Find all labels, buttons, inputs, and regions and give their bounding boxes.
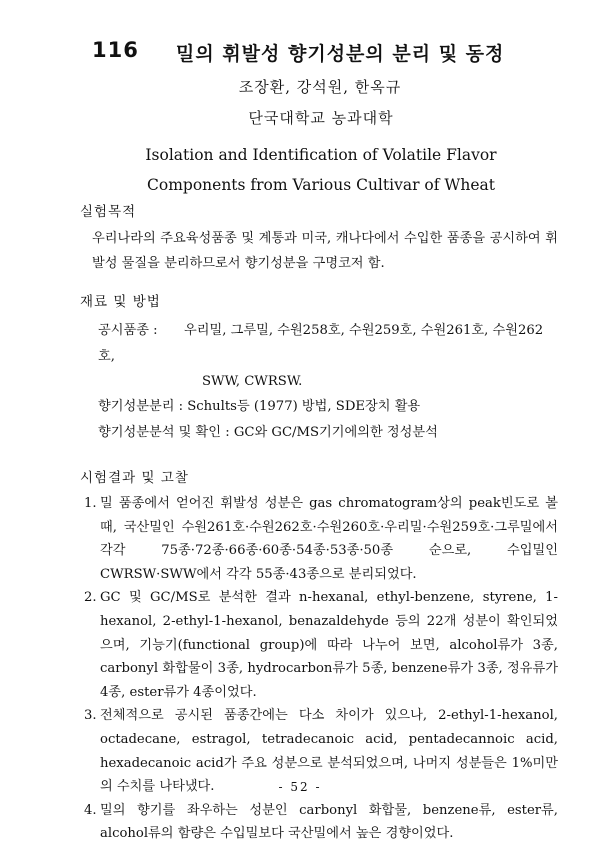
methods-section: [80, 290, 558, 446]
title-row: [0, 36, 600, 70]
result-item: 2. GC 및 GC/MS로 분석한 결과 n-hexanal, ethyl-benzene, styrene, 1-hexanol, 2-ethyl-1-hexanol, benazaldehyde 등의 22개 성분이 확인되었으며, 기능기(functional group)에 따라 나누어 보면, alcohol류가 3종, carbonyl 화합물이 3종, hydrocarbon류가 5종, benzene류가 3종, 정유류가 4종, ester류가 4종이었다.: [84, 590, 558, 700]
cultivars-label: 공시품종 :: [98, 323, 158, 338]
objective-heading: 실험목적: [80, 204, 137, 220]
analysis-method: 향기성분분석 및 확인 : GC와 GC/MS기기에의한 정성분석: [98, 425, 438, 440]
result-item: 3. 전체적으로 공시된 품종간에는 다소 차이가 있으나, 2-ethyl-1-hexanol, octadecane, estragol, tetradecanoic acid, pentadecannoic acid, hexadecanoic acid가 주요 성분으로 분석되었으며, 나머지 성분들은 1%미만의 수치를 나타냈다.: [84, 708, 558, 795]
objective-text: 우리나라의 주요육성품종 및 계통과 미국, 캐나다에서 수입한 품종을 공시하여 휘발성 물질을 분리하므로서 향기성분을 구명코저 함.: [92, 231, 558, 271]
paper-header: [0, 36, 600, 200]
cultivars-row: [80, 318, 558, 370]
paper-body: [80, 200, 558, 846]
affiliation: 단국대학교 농과대학: [248, 109, 394, 127]
result-item: 1. 밀 품종에서 얻어진 휘발성 성분은 gas chromatogram상의 peak빈도로 볼 때, 국산밀인 수원261호·수원262호·수원260호·우리밀·수원259호·그루밀에서 각각 75종·72종·66종·60종·54종·53종·50종 순으로, 수입밀인 CWRSW·SWW에서 각각 55종·43종으로 분리되었다.: [84, 496, 558, 582]
cultivars-line-1: 우리밀, 그루밀, 수원258호, 수원259호, 수원261호, 수원262호,: [98, 323, 544, 364]
results-heading: 시험결과 및 고찰: [80, 470, 189, 486]
english-title-line-2: Components from Various Cultivar of Wheat: [147, 176, 495, 194]
paper-title: 밀의 휘발성 향기성분의 분리 및 동정: [176, 43, 505, 65]
page-number: - 52 -: [278, 780, 322, 794]
result-item: 4. 밀의 향기를 좌우하는 성분인 carbonyl 화합물, benzene류, ester류, alcohol류의 함량은 수입밀보다 국산밀에서 높은 경향이었다.: [84, 802, 558, 842]
separation-method: 향기성분분리 : Schults등 (1977) 방법, SDE장치 활용: [98, 399, 421, 414]
methods-heading: 재료 및 방법: [80, 294, 161, 310]
english-title-line-1: Isolation and Identification of Volatile Flavor: [145, 146, 497, 164]
authors: 조장환, 강석원, 한옥규: [238, 78, 402, 96]
abstract-number: 116: [92, 38, 139, 62]
cultivars-line-2: SWW, CWRSW.: [202, 374, 303, 389]
english-title: [42, 140, 600, 200]
